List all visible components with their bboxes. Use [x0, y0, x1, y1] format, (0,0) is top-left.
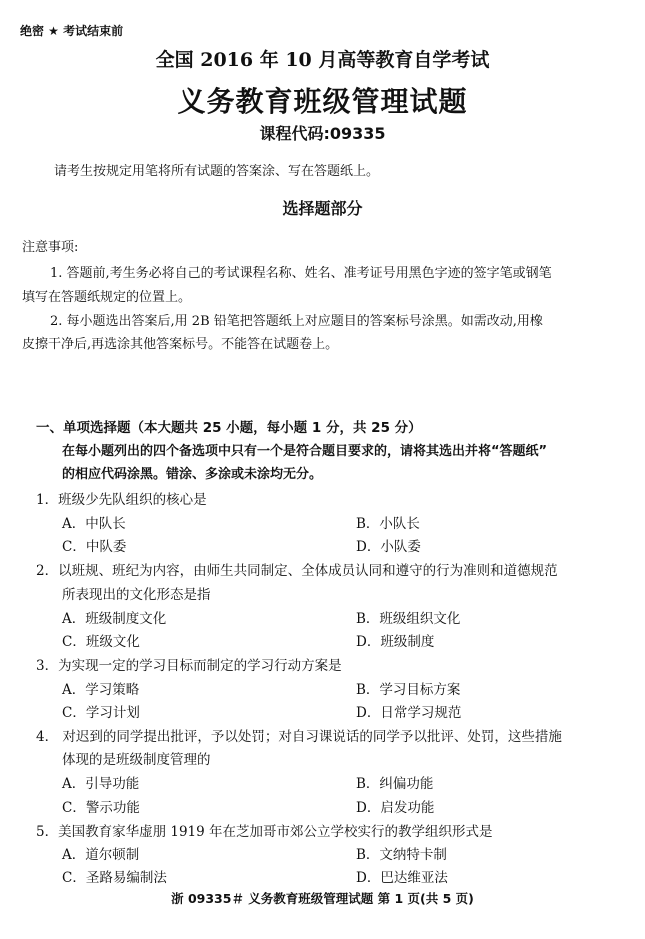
part-description-line-1: 在每小题列出的四个备选项中只有一个是符合题目要求的，请将其选出并将“答题纸” — [62, 444, 548, 459]
question-2-option-c: C．班级文化 — [62, 634, 140, 650]
paper-title: 义务教育班级管理试题 — [177, 85, 468, 118]
part-description-line-2: 的相应代码涂黑。错涂、多涂或未涂均无分。 — [62, 467, 323, 482]
notes-heading: 注意事项: — [22, 240, 79, 255]
question-2-option-a: A．班级制度文化 — [62, 611, 167, 627]
part-heading: 一、单项选择题（本大题共 25 小题，每小题 1 分，共 25 分） — [36, 420, 422, 436]
question-1-option-a: A．中队长 — [62, 516, 126, 532]
confidential-label: 绝密 ★ 考试结束前 — [20, 24, 124, 38]
question-4-option-c: C．警示功能 — [62, 800, 140, 816]
note-2-line-1: 2. 每小题选出答案后,用 2B 铅笔把答题纸上对应题目的答案标号涂黑。如需改动,用橡 — [50, 314, 543, 329]
question-1-option-c: C．中队委 — [62, 539, 127, 555]
course-code: 课程代码:09335 — [259, 124, 386, 143]
question-5-stem: 5．美国教育家华虚朋 1919 年在芝加哥市郊公立学校实行的教学组织形式是 — [36, 824, 493, 840]
question-3-option-c: C．学习计划 — [62, 705, 140, 721]
page-footer: 浙 09335＃ 义务教育班级管理试题 第 1 页(共 5 页) — [171, 891, 474, 906]
note-1-line-2: 填写在答题纸规定的位置上。 — [22, 290, 192, 305]
question-4-stem: 4． 对迟到的同学提出批评，予以处罚；对自习课说话的同学予以批评、处罚，这些措施 — [36, 729, 562, 745]
question-5-option-b: B．文纳特卡制 — [356, 847, 447, 863]
section-heading: 选择题部分 — [282, 199, 363, 218]
question-4-stem-line-2: 体现的是班级制度管理的 — [62, 752, 211, 768]
question-5-option-a: A．道尔顿制 — [62, 847, 140, 863]
question-2-stem: 2．以班规、班纪为内容，由师生共同制定、全体成员认同和遵守的行为准则和道德规范 — [36, 563, 558, 579]
answer-instruction: 请考生按规定用笔将所有试题的答案涂、写在答题纸上。 — [54, 164, 380, 179]
question-3-option-b: B．学习目标方案 — [356, 682, 461, 698]
question-3-option-a: A．学习策略 — [62, 682, 140, 698]
question-2-option-d: D．班级制度 — [356, 634, 435, 650]
question-1-option-b: B．小队长 — [356, 516, 420, 532]
question-3-stem: 3．为实现一定的学习目标而制定的学习行动方案是 — [36, 658, 342, 674]
question-4-option-d: D．启发功能 — [356, 800, 435, 816]
note-1-line-1: 1. 答题前,考生务必将自己的考试课程名称、姓名、准考证号用黑色字迹的签字笔或钢笔 — [50, 266, 552, 281]
question-4-option-a: A．引导功能 — [62, 776, 140, 792]
question-1-option-d: D．小队委 — [356, 539, 421, 555]
question-1-stem: 1．班级少先队组织的核心是 — [36, 492, 207, 508]
question-4-option-b: B．纠偏功能 — [356, 776, 434, 792]
note-2-line-2: 皮擦干净后,再选涂其他答案标号。不能答在试题卷上。 — [22, 337, 339, 352]
question-2-option-b: B．班级组织文化 — [356, 611, 461, 627]
question-5-option-d: D．巴达维亚法 — [356, 870, 448, 886]
question-3-option-d: D．日常学习规范 — [356, 705, 462, 721]
question-5-option-c: C．圣路易编制法 — [62, 870, 167, 886]
exam-title: 全国 2016 年 10 月高等教育自学考试 — [155, 49, 490, 71]
question-2-stem-line-2: 所表现出的文化形态是指 — [62, 587, 211, 603]
